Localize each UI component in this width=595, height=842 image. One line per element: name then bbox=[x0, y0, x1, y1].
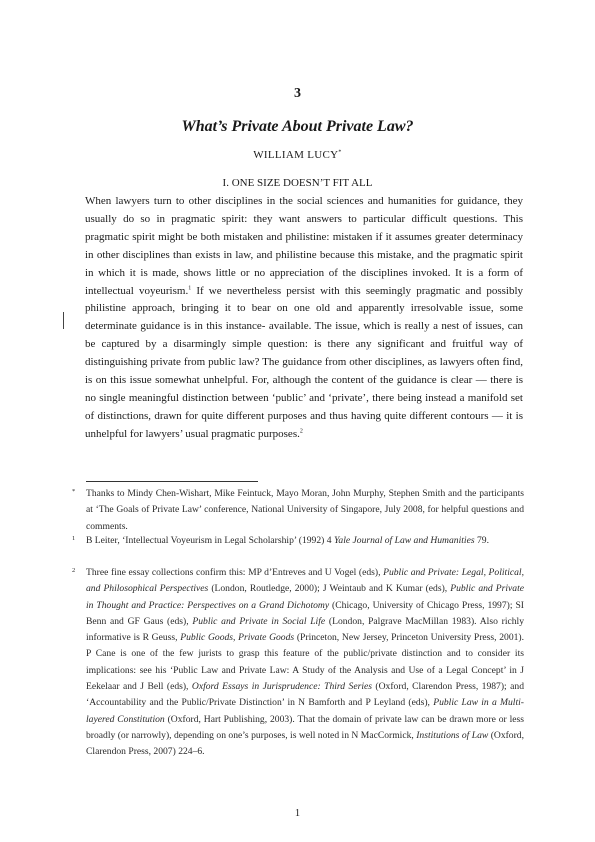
footnote-text-segment: (Chicago, University of Chicago Press, 1997); SI Benn and GF Gaus (eds), bbox=[86, 599, 524, 627]
footnote-book-title: Public and Private in Social Life bbox=[192, 615, 326, 627]
footnote-book-title: Public and Private in Thought and Practice: Perspectives on a Grand Dichotomy bbox=[86, 583, 524, 611]
body-text-part-1: When lawyers turn to other disciplines in the social sciences and humanities for guidance, they usually do so in pragmatic spirit: they want answers to particular difficult questions. This pragmatic spirit might be both mistaken and philistine: mistaken if it assumes greater determinacy in other disciplines than exists in law, and philistine because this mistake, and the pragmatic spirit in which it is made, shows little or no appreciation of the disciplines invoked. It is a form of intellectual voyeurism. bbox=[85, 195, 523, 297]
footnote-marker: * bbox=[72, 488, 76, 495]
body-paragraph bbox=[85, 193, 523, 444]
footnote-1 bbox=[72, 533, 524, 549]
page-number: 1 bbox=[294, 808, 301, 819]
footnote-journal-title: Yale Journal of Law and Humanities bbox=[333, 535, 475, 546]
footnote-book-title: Public and Private: Legal, Political, and Philosophical Perspectives bbox=[86, 567, 524, 595]
chapter-number: 3 bbox=[294, 86, 301, 101]
author-line bbox=[0, 149, 595, 161]
chapter-title: What’s Private About Private Law? bbox=[181, 118, 414, 135]
footnote-marker: 1 bbox=[72, 535, 76, 542]
author-name: WILLIAM LUCY bbox=[253, 149, 339, 161]
footnote-text-segment: Three fine essay collections confirm this: MP d’Entreves and U Vogel (eds), bbox=[86, 567, 384, 578]
footnote-acknowledgement bbox=[72, 486, 524, 535]
section-heading: I. ONE SIZE DOESN’T FIT ALL bbox=[222, 177, 373, 189]
footnote-text bbox=[86, 565, 524, 761]
footnote-text-segment: 79. bbox=[474, 535, 489, 546]
footnote-ref-1: 1 bbox=[188, 284, 192, 291]
footnote-text-segment: (London, Routledge, 2000); J Weintaub and K Kumar (eds), bbox=[208, 583, 451, 595]
footnote-book-title: Institutions of Law bbox=[416, 729, 489, 741]
footnote-2 bbox=[72, 565, 524, 761]
footnote-text-segment: (Oxford, Hart Publishing, 2003). That the domain of private law can be drawn more or less broadly (or narrowly), depending on one’s purposes, is well noted in N MacCormick, bbox=[86, 713, 524, 741]
footnote-text-segment: B Leiter, ‘Intellectual Voyeurism in Legal Scholarship’ (1992) 4 bbox=[86, 535, 334, 546]
footnote-marker: 2 bbox=[72, 567, 76, 574]
footnote-book-title: Oxford Essays in Jurisprudence: Third Series bbox=[191, 681, 372, 693]
footnote-text: Thanks to Mindy Chen-Wishart, Mike Feintuck, Mayo Moran, John Murphy, Stephen Smith and the participants at ‘The Goals of Private Law’ conference, National University of Singapore, July 2008, for helpful questions and comments. bbox=[86, 488, 524, 532]
footnote-text-segment: (Oxford, Clarendon Press, 2007) 224–6. bbox=[86, 729, 524, 758]
footnote-ref-2: 2 bbox=[299, 428, 303, 435]
revision-bar bbox=[63, 312, 64, 329]
footnote-book-title: Public Law in a Multi-layered Constitution bbox=[86, 697, 524, 725]
body-text-part-2: If we nevertheless persist with this seemingly pragmatic and possibly philistine approach, bringing it to bear on one old and apparently irresolvable issue, some determinate guidance is in this instance- available. The issue, which is really a nest of issues, can be captured by a disarmingly simple question: is there any significant and fruitful way of distinguishing private from public law? The guidance from other disciplines, as lawyers often find, is on this issue somewhat unhelpful. For, although the content of the guidance is clear — there is no single meaningful distinction between ‘public’ and ‘private’, there being instead a manifold set of distinctions, drawn for quite different purposes and thus having quite different contours — it is unhelpful for lawyers’ usual pragmatic purposes. bbox=[85, 284, 524, 440]
author-footnote-marker: * bbox=[338, 149, 342, 156]
footnote-text-segment: (Oxford, Clarendon Press, 1987); and ‘Accountability and the Public/Private Distinction’ in N Bamforth and P Leyland (eds), bbox=[86, 681, 524, 709]
footnote-text-segment: (Princeton, New Jersey, Princeton University Press, 2001). P Cane is one of the few jurists to grasp this feature of the public/private distinction and to consider its implications: see his ‘Public Law and Private Law: A Study of the Analysis and Use of a Legal Concept’ in J Eekelaar and J Bell (eds), bbox=[86, 632, 525, 693]
footnote-text bbox=[86, 533, 524, 549]
footnote-text-segment: (London, Palgrave MacMillan 1983). Also richly informative is R Geuss, bbox=[86, 615, 525, 644]
footnote-book-title: Public Goods, Private Goods bbox=[180, 632, 295, 644]
footnote-separator bbox=[86, 481, 258, 482]
